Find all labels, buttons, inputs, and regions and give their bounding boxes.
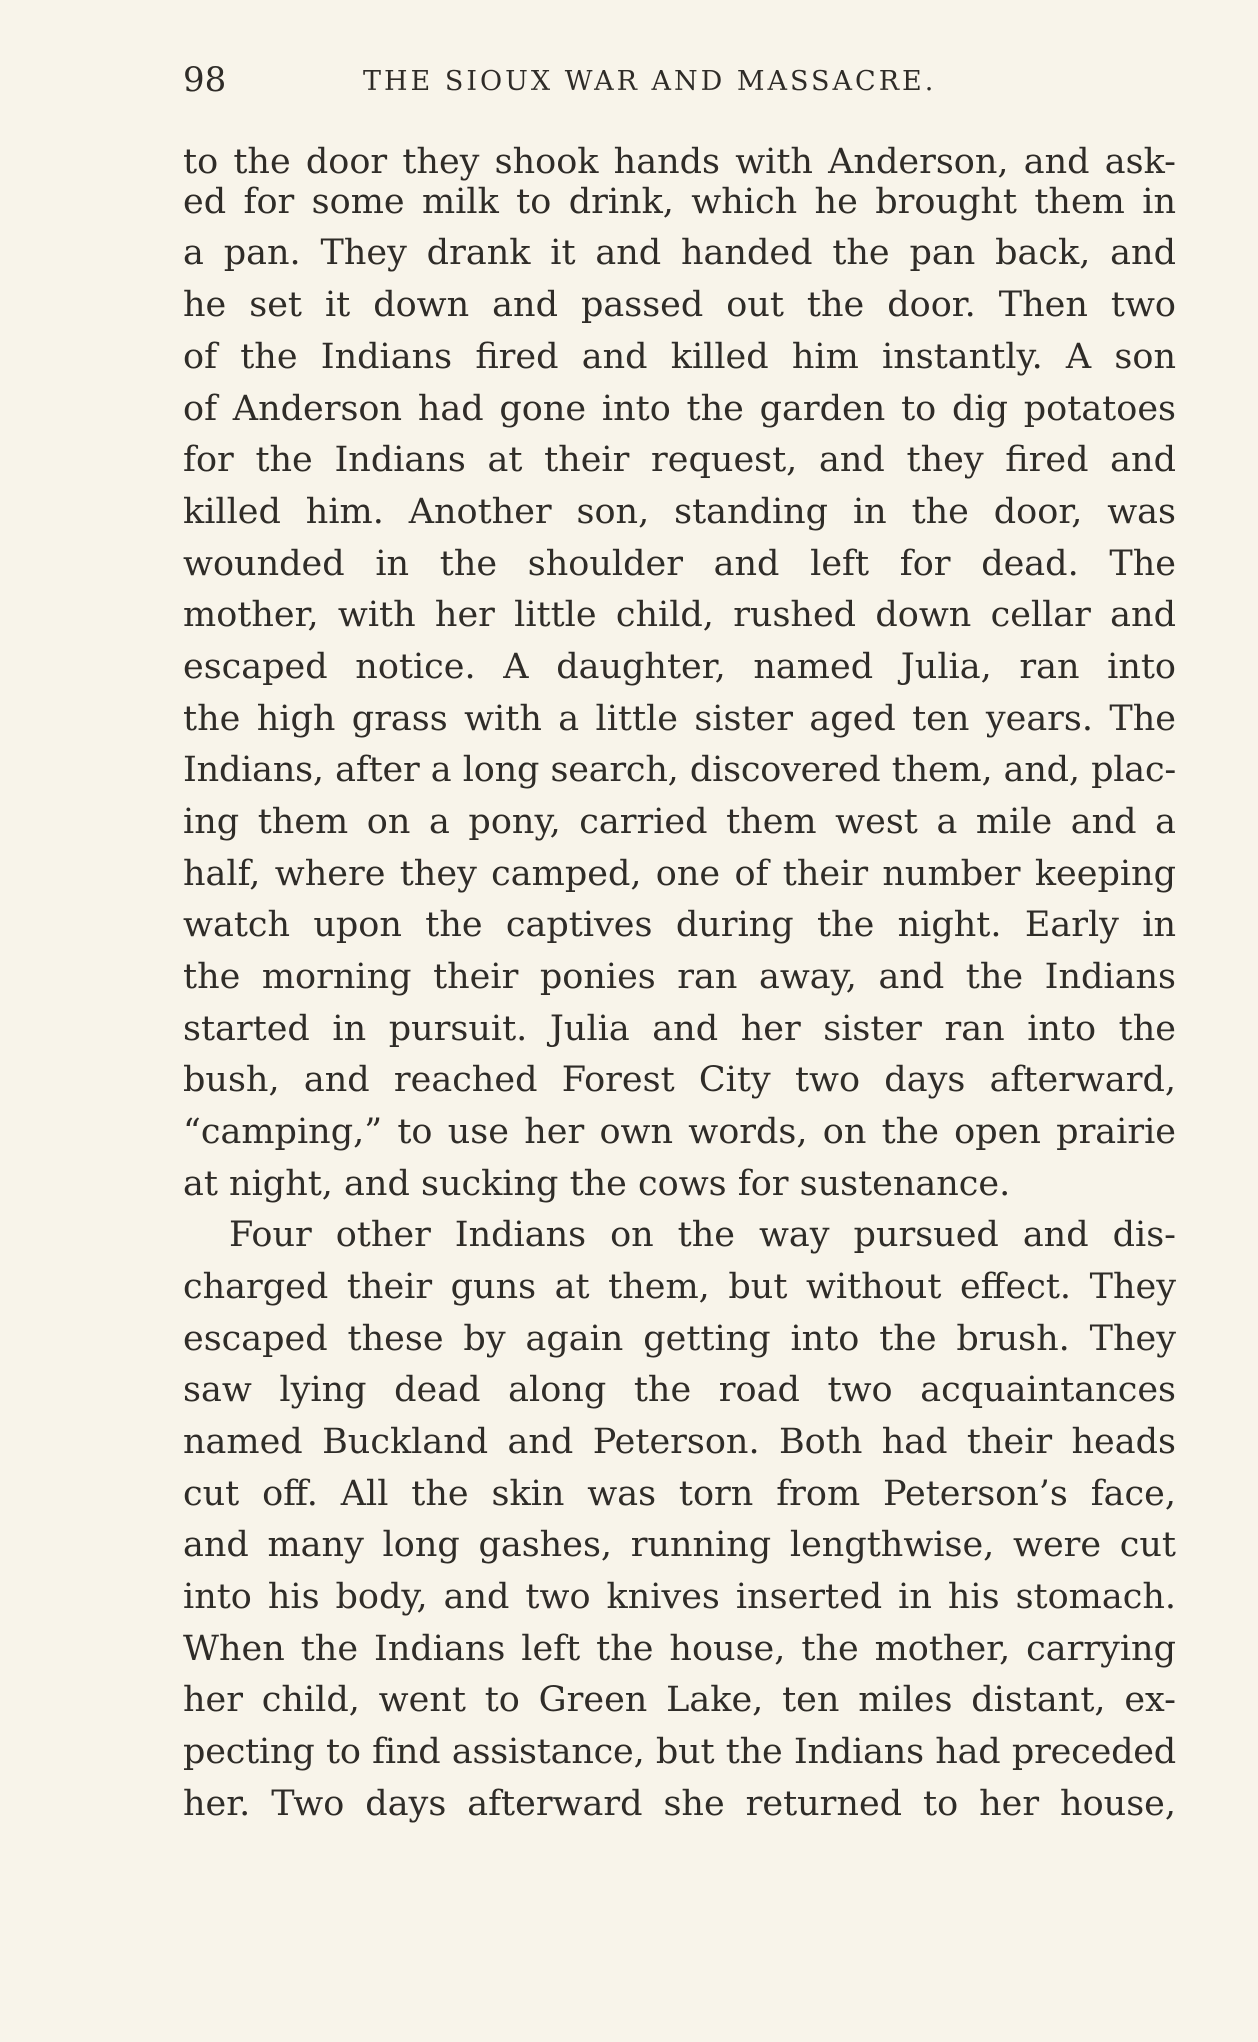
text-line: her. Two days afterward she returned to her house, <box>183 1784 1176 1824</box>
text-line: ed for some milk to drink, which he brought them in <box>183 182 1176 222</box>
text-line: of Anderson had gone into the garden to dig potatoes <box>183 389 1176 429</box>
text-line: at night, and sucking the cows for sustenance. <box>183 1164 1011 1204</box>
text-line: Indians, after a long search, discovered them, and, plac- <box>183 750 1176 790</box>
text-line: saw lying dead along the road two acquaintances <box>183 1370 1176 1410</box>
text-line: half, where they camped, one of their number keeping <box>183 854 1176 894</box>
running-title: THE SIOUX WAR AND MASSACRE. <box>363 66 937 97</box>
text-line: escaped these by again getting into the brush. They <box>183 1319 1176 1359</box>
text-line: her child, went to Green Lake, ten miles distant, ex- <box>183 1680 1176 1720</box>
text-line: started in pursuit. Julia and her sister ran into the <box>183 1009 1176 1049</box>
text-line: escaped notice. A daughter, named Julia, ran into <box>183 647 1176 687</box>
text-line: watch upon the captives during the night. Early in <box>183 905 1176 945</box>
text-line: for the Indians at their request, and they fired and <box>183 440 1176 480</box>
running-head <box>183 60 1166 112</box>
text-line: a pan. They drank it and handed the pan back, and <box>183 233 1176 273</box>
text-line: When the Indians left the house, the mother, carrying <box>183 1629 1176 1669</box>
text-line: and many long gashes, running lengthwise, were cut <box>183 1525 1176 1565</box>
page-number: 98 <box>183 60 227 100</box>
text-line: charged their guns at them, but without effect. They <box>183 1267 1176 1307</box>
text-line: he set it down and passed out the door. Then two <box>183 285 1176 325</box>
text-line: Four other Indians on the way pursued and dis- <box>229 1215 1176 1255</box>
text-line: into his body, and two knives inserted in his stomach. <box>183 1577 1176 1617</box>
text-line: of the Indians fired and killed him instantly. A son <box>183 337 1176 377</box>
text-line: cut off. All the skin was torn from Peterson’s face, <box>183 1474 1176 1514</box>
text-line: pecting to find assistance, but the Indians had preceded <box>183 1732 1176 1772</box>
text-line: the morning their ponies ran away, and the Indians <box>183 957 1176 997</box>
text-line: mother, with her little child, rushed down cellar and <box>183 595 1176 635</box>
text-line: wounded in the shoulder and left for dead. The <box>183 544 1176 584</box>
text-line: ing them on a pony, carried them west a mile and a <box>183 802 1176 842</box>
text-line: the high grass with a little sister aged ten years. The <box>183 699 1176 739</box>
text-line: named Buckland and Peterson. Both had their heads <box>183 1422 1176 1462</box>
text-line: bush, and reached Forest City two days afterward, <box>183 1060 1176 1100</box>
text-line: to the door they shook hands with Anderson, and ask- <box>183 142 1176 182</box>
text-line: “camping,” to use her own words, on the open prairie <box>183 1112 1176 1152</box>
text-line: killed him. Another son, standing in the door, was <box>183 492 1176 532</box>
